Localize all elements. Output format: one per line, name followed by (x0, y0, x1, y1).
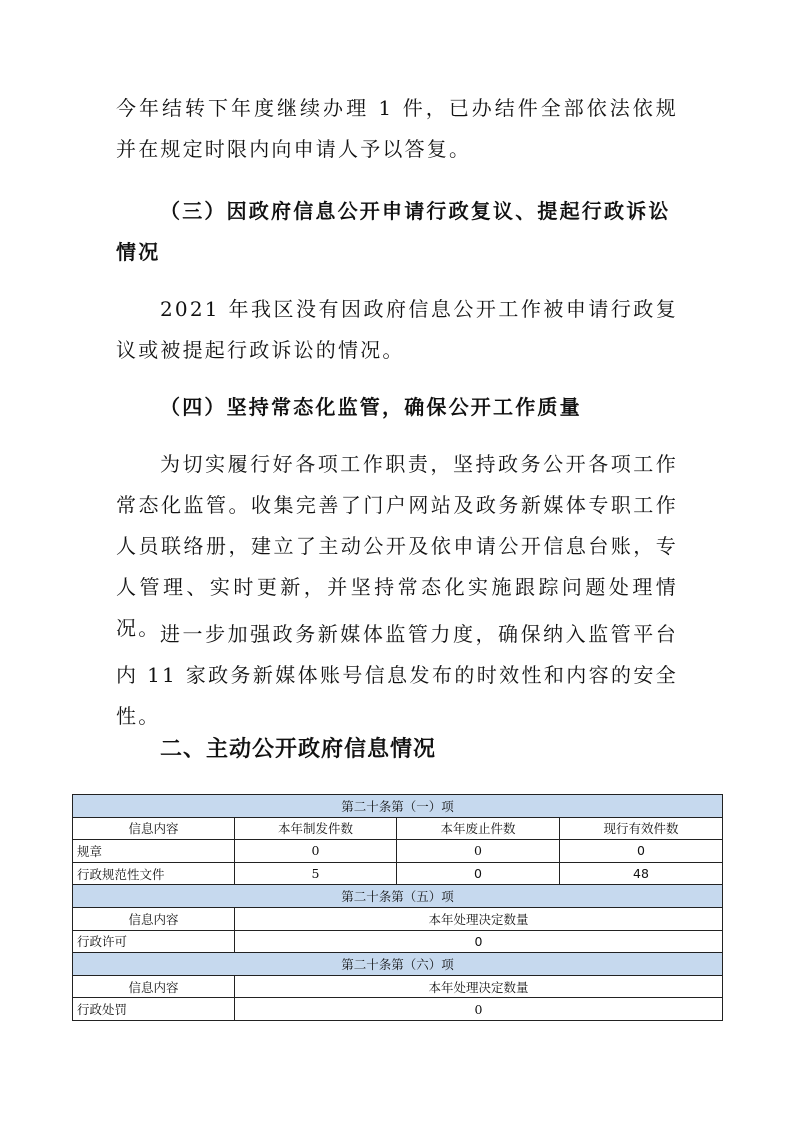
table-header-row (73, 975, 723, 998)
band-clause-6: 第二十条第（六）项 (73, 953, 723, 976)
header-cell: 本年废止件数 (397, 817, 560, 840)
disclosure-table (72, 794, 723, 1021)
value-cell: 0 (397, 862, 560, 885)
header-cell: 现行有效件数 (560, 817, 723, 840)
band-clause-1: 第二十条第（一）项 (73, 795, 723, 818)
header-cell: 信息内容 (73, 907, 235, 930)
band-clause-5: 第二十条第（五）项 (73, 885, 723, 908)
value-cell: 0 (235, 998, 723, 1021)
header-cell: 本年处理决定数量 (235, 907, 723, 930)
header-cell: 本年制发件数 (235, 817, 397, 840)
value-cell: 0 (560, 840, 723, 863)
value-cell: 48 (560, 862, 723, 885)
table-row (73, 840, 723, 863)
header-cell: 本年处理决定数量 (235, 975, 723, 998)
table-row (73, 998, 723, 1021)
value-cell: 0 (235, 840, 397, 863)
value-cell: 0 (397, 840, 560, 863)
section-title: 二、主动公开政府信息情况 (160, 737, 437, 762)
carryover-paragraph: 今年结转下年度继续办理 1 件，已办结件全部依法依规并在规定时限内向申请人予以答复。 (116, 96, 678, 161)
header-cell: 信息内容 (73, 817, 235, 840)
new-media-paragraph: 进一步加强政务新媒体监管力度，确保纳入监管平台内 11 家政务新媒体账号信息发布的时效性和内容的安全性。 (116, 622, 678, 728)
row-label-cell: 规章 (73, 840, 235, 863)
table-row (73, 862, 723, 885)
table-band-row (73, 885, 723, 908)
table-row (73, 930, 723, 953)
table-header-row (73, 817, 723, 840)
row-label-cell: 行政规范性文件 (73, 862, 235, 885)
header-cell: 信息内容 (73, 975, 235, 998)
supervision-paragraph: 为切实履行好各项工作职责，坚持政务公开各项工作常态化监管。收集完善了门户网站及政务新媒体专职工作人员联络册，建立了主动公开及依申请公开信息台账，专人管理、实时更新，并坚持常态化实施跟踪问题处理情况。 (116, 452, 678, 640)
admin-review-paragraph: 2021 年我区没有因政府信息公开工作被申请行政复议或被提起行政诉讼的情况。 (116, 297, 678, 362)
value-cell: 5 (235, 862, 397, 885)
table-header-row (73, 907, 723, 930)
table-band-row (73, 795, 723, 818)
table-band-row (73, 953, 723, 976)
subheading-admin-review: （三）因政府信息公开申请行政复议、提起行政诉讼情况 (116, 199, 671, 264)
row-label-cell: 行政许可 (73, 930, 235, 953)
row-label-cell: 行政处罚 (73, 998, 235, 1021)
subheading-supervision: （四）坚持常态化监管，确保公开工作质量 (160, 395, 582, 419)
value-cell: 0 (235, 930, 723, 953)
